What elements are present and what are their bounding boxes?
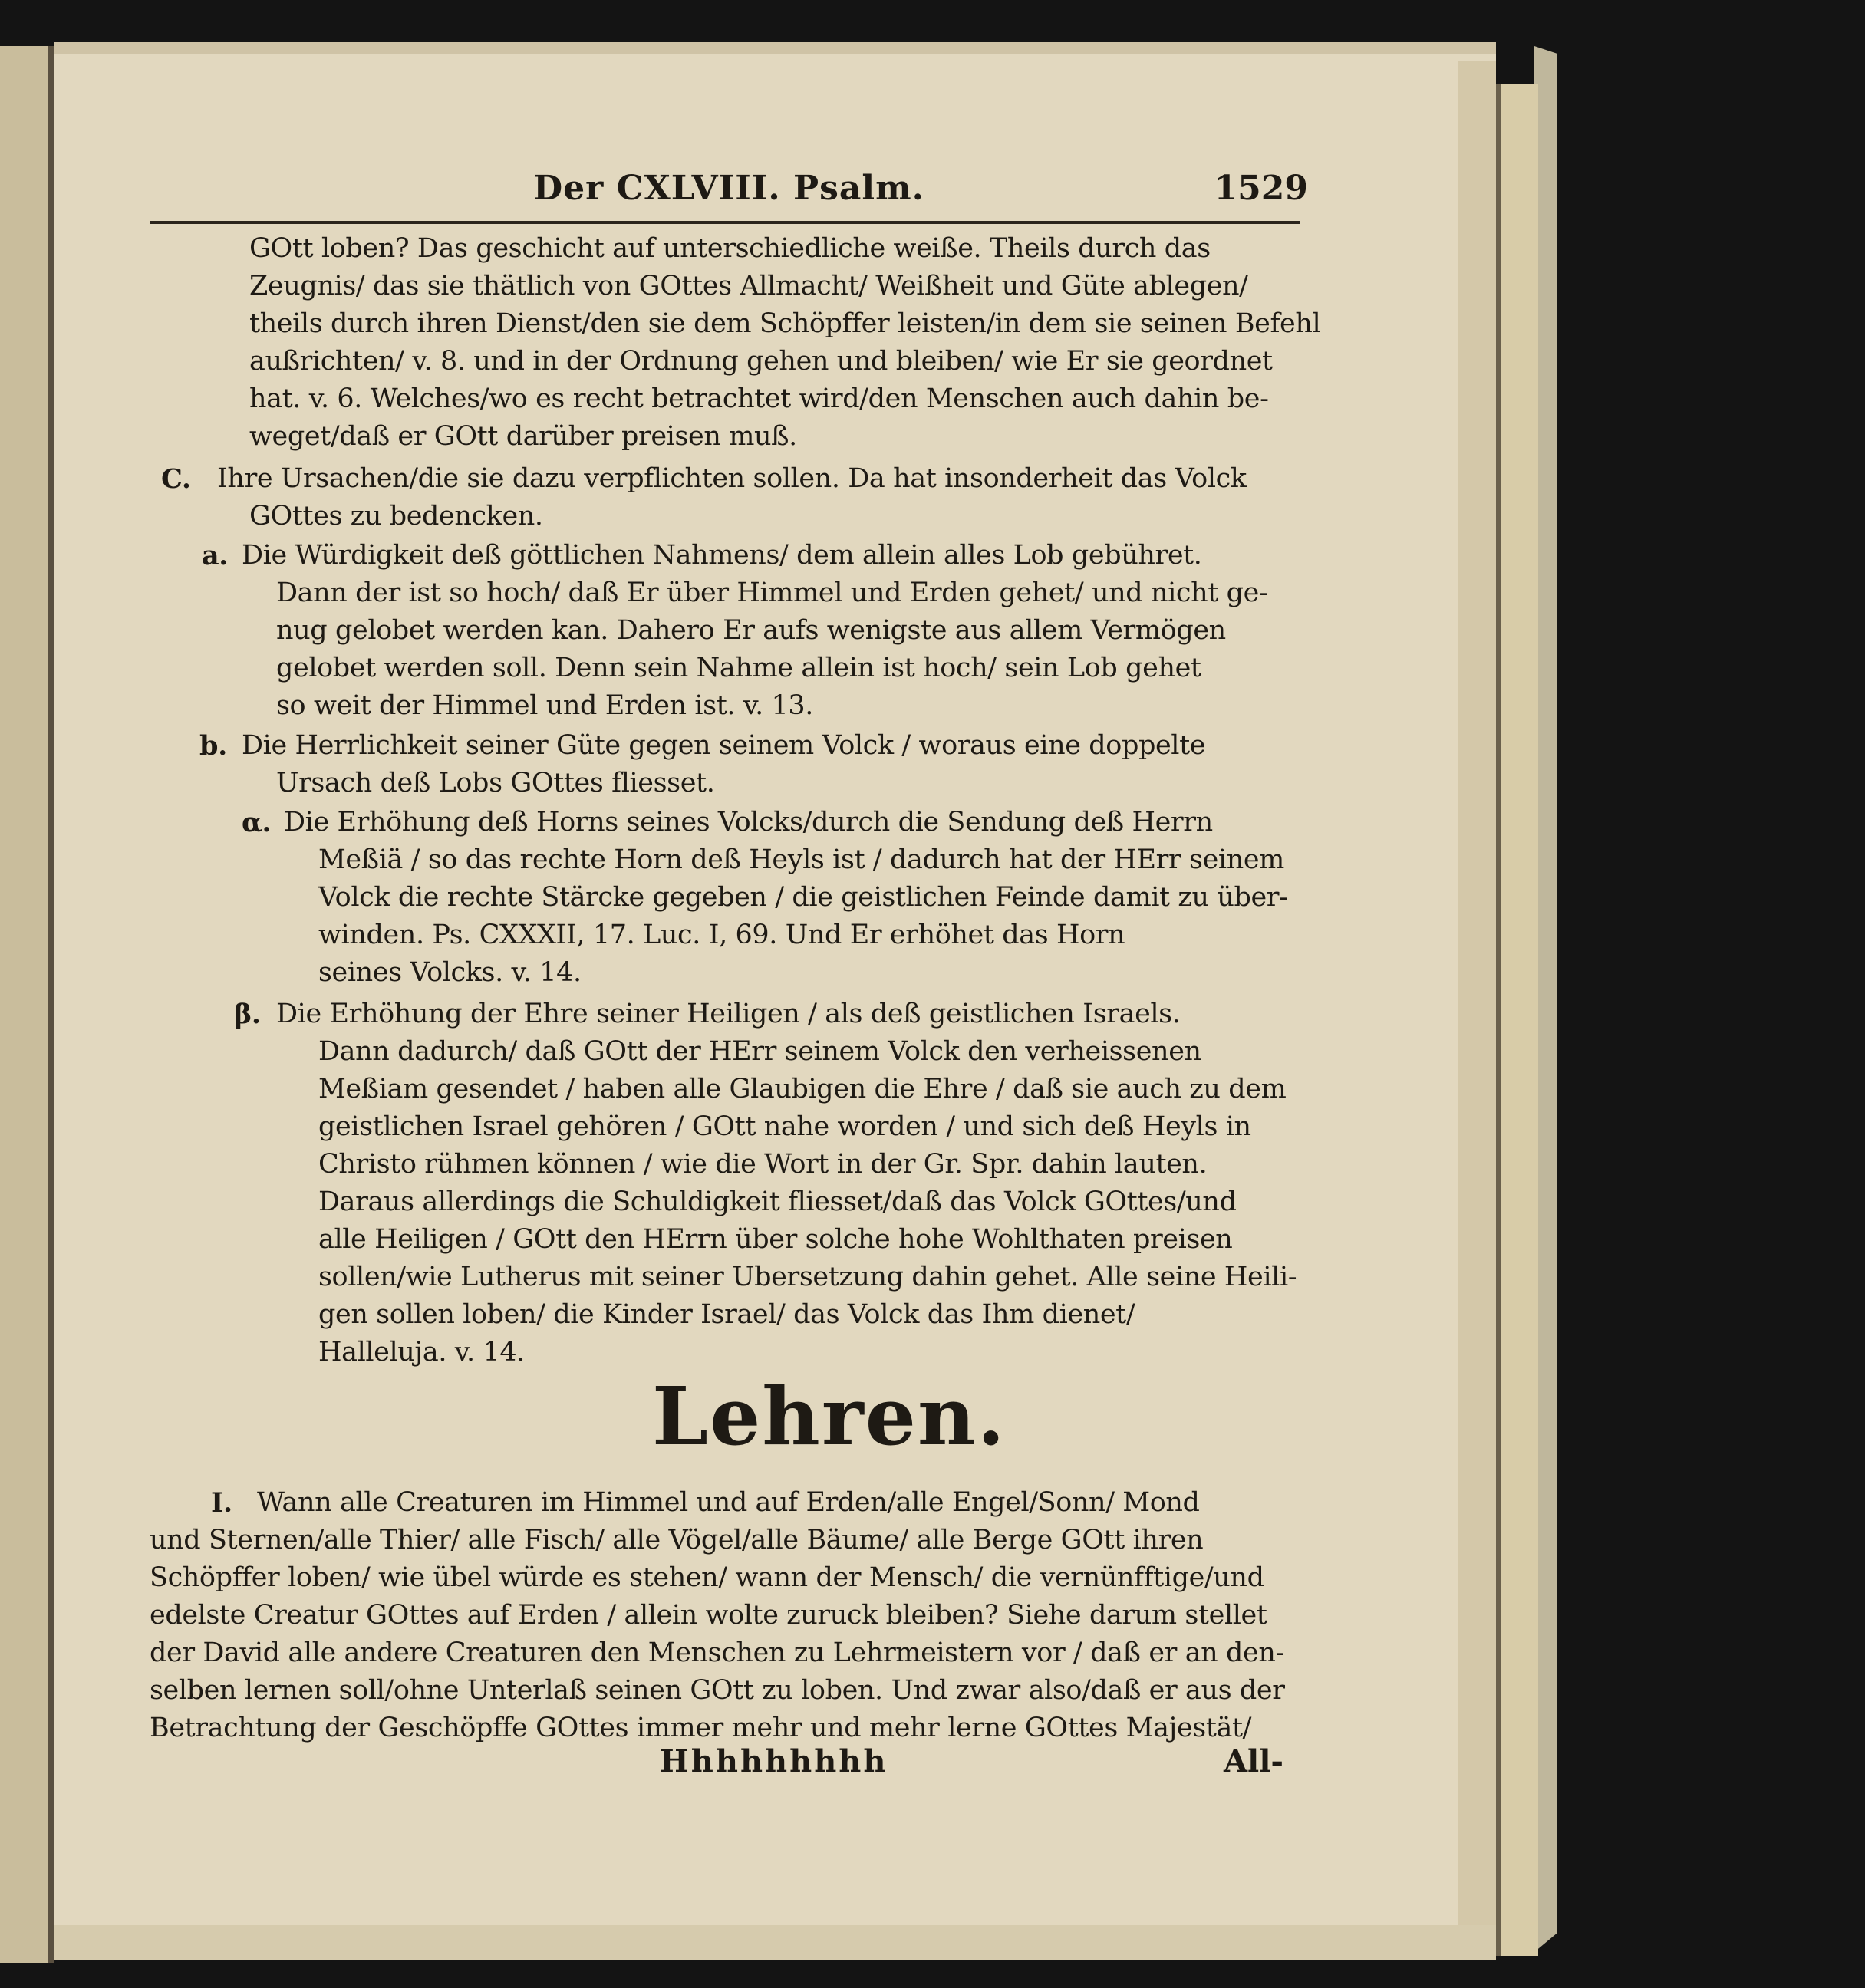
text-line — [150, 727, 1323, 765]
text-line: gen sollen loben/ die Kinder Israel/ das Volck das Ihm dienet/ — [318, 1299, 1135, 1330]
text-line: winden. Ps. CXXXII, 17. Luc. I, 69. Und Er erhöhet das Horn — [318, 920, 1125, 950]
section-heading: Lehren. — [652, 1369, 1007, 1463]
text-line: GOtt loben? Das geschicht auf unterschiedliche weiße. Theils durch das — [249, 233, 1211, 264]
section-marker: α. — [242, 807, 272, 838]
text-line — [150, 804, 1323, 841]
section-beta — [150, 996, 1323, 1371]
text-line: nug gelobet werden kan. Dahero Er aufs wenigste aus allem Vermögen — [276, 615, 1226, 646]
text-line — [150, 460, 1323, 498]
text-line — [150, 1484, 1323, 1522]
running-title: Der CXLVIII. Psalm. — [533, 169, 925, 208]
text-line: geistlichen Israel gehören / GOtt nahe worden / und sich deß Heyls in — [318, 1111, 1251, 1142]
text-line: edelste Creatur GOttes auf Erden / allein wolte zuruck bleiben? Siehe darum stellet — [150, 1600, 1267, 1631]
text-line-content: Die Herrlichkeit seiner Güte gegen seinem Volck / woraus eine doppelte — [242, 730, 1206, 761]
section-marker: a. — [202, 540, 229, 571]
page-text — [150, 153, 1323, 1787]
text-line: Ursach deß Lobs GOttes fliesset. — [276, 768, 715, 798]
section-marker: I. — [211, 1487, 232, 1519]
text-line: Schöpffer loben/ wie übel würde es stehen/ wann der Mensch/ die vernünfftige/und — [150, 1562, 1264, 1593]
section-marker: b. — [199, 730, 227, 762]
text-line: GOttes zu bedencken. — [249, 501, 543, 532]
text-line: Dann der ist so hoch/ daß Er über Himmel und Erden gehet/ und nicht ge- — [276, 578, 1268, 608]
text-line: so weit der Himmel und Erden ist. v. 13. — [276, 690, 813, 721]
lehren-paragraph — [150, 1484, 1323, 1747]
section-b — [150, 727, 1323, 802]
text-line: Meßiä / so das rechte Horn deß Heyls ist / dadurch hat der HErr seinem — [318, 844, 1284, 875]
book-spine-edge — [1500, 84, 1538, 1956]
text-line: der David alle andere Creaturen den Menschen zu Lehrmeistern vor / daß er an den- — [150, 1637, 1284, 1668]
catchword: All- — [1224, 1743, 1284, 1779]
section-marker: β. — [234, 999, 261, 1030]
text-line-content: Die Erhöhung deß Horns seines Volcks/durch die Sendung deß Herrn — [284, 807, 1213, 838]
text-line: gelobet werden soll. Denn sein Nahme allein ist hoch/ sein Lob gehet — [276, 653, 1201, 683]
text-line-content: Die Würdigkeit deß göttlichen Nahmens/ dem allein alles Lob gebühret. — [242, 540, 1202, 571]
text-line: Meßiam gesendet / haben alle Glaubigen die Ehre / daß sie auch zu dem — [318, 1074, 1287, 1104]
text-line: theils durch ihren Dienst/den sie dem Schöpffer leisten/in dem sie seinen Befehl — [249, 308, 1321, 339]
text-line: Christo rühmen können / wie die Wort in der Gr. Spr. dahin lauten. — [318, 1149, 1208, 1180]
paragraph-continuation — [150, 230, 1323, 456]
header-rule — [150, 221, 1300, 224]
page-number: 1529 — [1214, 169, 1308, 208]
text-line-content: Ihre Ursachen/die sie dazu verpflichten sollen. Da hat insonderheit das Volck — [217, 463, 1247, 494]
text-line: Zeugnis/ das sie thätlich von GOttes Allmacht/ Weißheit und Güte ablegen/ — [249, 271, 1248, 301]
section-a — [150, 537, 1323, 725]
text-line: hat. v. 6. Welches/wo es recht betrachtet wird/den Menschen auch dahin be- — [249, 383, 1269, 414]
section-c — [150, 460, 1323, 535]
text-line: Halleluja. v. 14. — [318, 1337, 525, 1368]
text-line: weget/daß er GOtt darüber preisen muß. — [249, 421, 797, 452]
section-marker: C. — [161, 463, 191, 495]
section-alpha — [150, 804, 1323, 992]
text-line: Dann dadurch/ daß GOtt der HErr seinem Volck den verheissenen — [318, 1036, 1201, 1067]
text-line: Volck die rechte Stärcke gegeben / die geistlichen Feinde damit zu über- — [318, 882, 1288, 913]
left-page-edge — [0, 46, 48, 1963]
text-line: sollen/wie Lutherus mit seiner Ubersetzung dahin gehet. Alle seine Heili- — [318, 1262, 1297, 1292]
text-line: außrichten/ v. 8. und in der Ordnung gehen und bleiben/ wie Er sie geordnet — [249, 346, 1273, 377]
text-line: Betrachtung der Geschöpffe GOttes immer mehr und mehr lerne GOttes Majestät/ — [150, 1713, 1252, 1743]
text-line-content: Die Erhöhung der Ehre seiner Heiligen / als deß geistlichen Israels. — [276, 999, 1181, 1029]
text-line: Daraus allerdings die Schuldigkeit fliesset/daß das Volck GOttes/und — [318, 1187, 1237, 1217]
text-line — [150, 537, 1323, 574]
text-line-content: Wann alle Creaturen im Himmel und auf Erden/alle Engel/Sonn/ Mond — [257, 1487, 1200, 1518]
signature-mark: Hhhhhhhhh — [660, 1743, 888, 1779]
text-line: und Sternen/alle Thier/ alle Fisch/ alle Vögel/alle Bäume/ alle Berge GOtt ihren — [150, 1525, 1204, 1555]
text-line — [150, 996, 1323, 1033]
text-line: seines Volcks. v. 14. — [318, 957, 582, 988]
text-line: selben lernen soll/ohne Unterlaß seinen GOtt zu loben. Und zwar also/daß er aus der — [150, 1675, 1285, 1706]
running-header — [150, 169, 1323, 215]
text-line: alle Heiligen / GOtt den HErrn über solche hohe Wohlthaten preisen — [318, 1224, 1233, 1255]
